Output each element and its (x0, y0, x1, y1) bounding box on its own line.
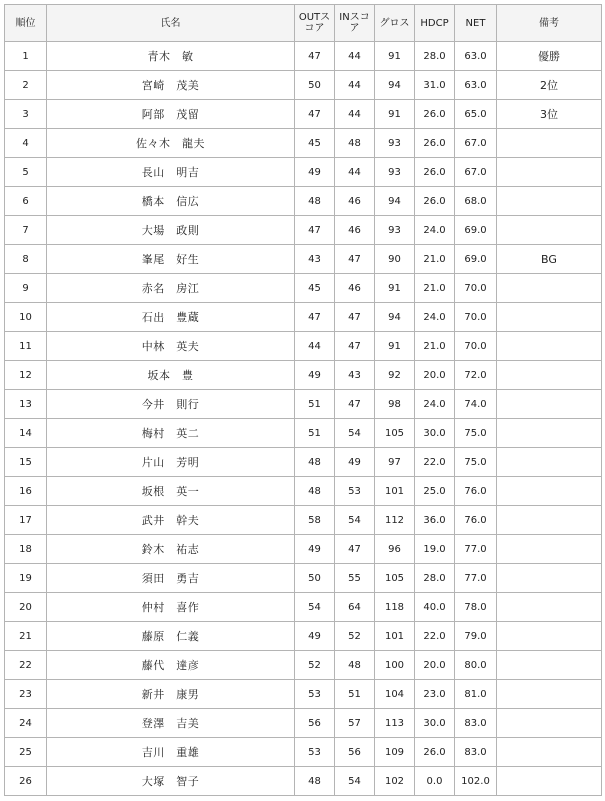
table-row (5, 71, 602, 100)
note-cell (497, 709, 602, 738)
rank-cell: 17 (5, 506, 47, 535)
gross-cell: 104 (375, 680, 415, 709)
note-cell (497, 535, 602, 564)
in-score-cell: 52 (335, 622, 375, 651)
out-score-cell: 56 (295, 709, 335, 738)
name-cell: 武井 幹夫 (47, 506, 295, 535)
in-score-cell: 55 (335, 564, 375, 593)
hdcp-cell: 21.0 (415, 245, 455, 274)
note-cell (497, 303, 602, 332)
note-cell (497, 361, 602, 390)
net-cell: 65.0 (455, 100, 497, 129)
gross-cell: 91 (375, 100, 415, 129)
gross-cell: 92 (375, 361, 415, 390)
table-row (5, 390, 602, 419)
out-score-cell: 45 (295, 274, 335, 303)
net-cell: 81.0 (455, 680, 497, 709)
net-cell: 67.0 (455, 129, 497, 158)
hdcp-cell: 26.0 (415, 158, 455, 187)
name-cell: 赤名 房江 (47, 274, 295, 303)
rank-cell: 24 (5, 709, 47, 738)
rank-cell: 11 (5, 332, 47, 361)
gross-cell: 90 (375, 245, 415, 274)
note-cell (497, 448, 602, 477)
out-score-cell: 54 (295, 593, 335, 622)
rank-cell: 13 (5, 390, 47, 419)
header-gross: グロス (375, 5, 415, 42)
out-score-cell: 50 (295, 71, 335, 100)
gross-cell: 98 (375, 390, 415, 419)
name-cell: 藤代 達彦 (47, 651, 295, 680)
gross-cell: 101 (375, 622, 415, 651)
note-cell (497, 332, 602, 361)
table-row (5, 245, 602, 274)
results-table (4, 4, 602, 796)
in-score-cell: 47 (335, 332, 375, 361)
table-row (5, 42, 602, 71)
note-cell (497, 158, 602, 187)
table-row (5, 593, 602, 622)
gross-cell: 100 (375, 651, 415, 680)
out-score-cell: 48 (295, 448, 335, 477)
in-score-cell: 47 (335, 303, 375, 332)
note-cell (497, 477, 602, 506)
name-cell: 大塚 智子 (47, 767, 295, 796)
in-score-cell: 46 (335, 274, 375, 303)
table-row (5, 448, 602, 477)
out-score-cell: 52 (295, 651, 335, 680)
name-cell: 阿部 茂留 (47, 100, 295, 129)
table-row (5, 216, 602, 245)
in-score-cell: 54 (335, 506, 375, 535)
table-row (5, 535, 602, 564)
net-cell: 80.0 (455, 651, 497, 680)
out-score-cell: 58 (295, 506, 335, 535)
table-row (5, 680, 602, 709)
out-score-cell: 49 (295, 622, 335, 651)
in-score-cell: 44 (335, 71, 375, 100)
header-in-score: INスコア (335, 5, 375, 42)
in-score-cell: 47 (335, 535, 375, 564)
in-score-cell: 43 (335, 361, 375, 390)
name-cell: 今井 則行 (47, 390, 295, 419)
name-cell: 仲村 喜作 (47, 593, 295, 622)
rank-cell: 8 (5, 245, 47, 274)
table-row (5, 129, 602, 158)
note-cell (497, 187, 602, 216)
in-score-cell: 57 (335, 709, 375, 738)
name-cell: 吉川 重雄 (47, 738, 295, 767)
table-row (5, 187, 602, 216)
header-row (5, 5, 602, 42)
hdcp-cell: 21.0 (415, 274, 455, 303)
out-score-cell: 50 (295, 564, 335, 593)
gross-cell: 112 (375, 506, 415, 535)
out-score-cell: 45 (295, 129, 335, 158)
note-cell: 3位 (497, 100, 602, 129)
out-score-cell: 49 (295, 535, 335, 564)
out-score-cell: 51 (295, 390, 335, 419)
gross-cell: 105 (375, 564, 415, 593)
rank-cell: 2 (5, 71, 47, 100)
hdcp-cell: 36.0 (415, 506, 455, 535)
header-rank: 順位 (5, 5, 47, 42)
rank-cell: 3 (5, 100, 47, 129)
in-score-cell: 51 (335, 680, 375, 709)
name-cell: 片山 芳明 (47, 448, 295, 477)
hdcp-cell: 30.0 (415, 419, 455, 448)
gross-cell: 96 (375, 535, 415, 564)
out-score-cell: 49 (295, 158, 335, 187)
hdcp-cell: 24.0 (415, 216, 455, 245)
net-cell: 70.0 (455, 274, 497, 303)
out-score-cell: 48 (295, 767, 335, 796)
hdcp-cell: 24.0 (415, 303, 455, 332)
name-cell: 須田 勇吉 (47, 564, 295, 593)
gross-cell: 91 (375, 42, 415, 71)
table-row (5, 622, 602, 651)
net-cell: 74.0 (455, 390, 497, 419)
note-cell (497, 767, 602, 796)
name-cell: 橋本 信広 (47, 187, 295, 216)
in-score-cell: 44 (335, 158, 375, 187)
note-cell (497, 506, 602, 535)
out-score-cell: 48 (295, 477, 335, 506)
rank-cell: 12 (5, 361, 47, 390)
gross-cell: 93 (375, 129, 415, 158)
rank-cell: 19 (5, 564, 47, 593)
net-cell: 102.0 (455, 767, 497, 796)
rank-cell: 23 (5, 680, 47, 709)
in-score-cell: 48 (335, 651, 375, 680)
table-row (5, 709, 602, 738)
rank-cell: 15 (5, 448, 47, 477)
in-score-cell: 46 (335, 216, 375, 245)
note-cell: 2位 (497, 71, 602, 100)
net-cell: 83.0 (455, 709, 497, 738)
net-cell: 78.0 (455, 593, 497, 622)
net-cell: 75.0 (455, 448, 497, 477)
out-score-cell: 53 (295, 738, 335, 767)
rank-cell: 7 (5, 216, 47, 245)
rank-cell: 5 (5, 158, 47, 187)
in-score-cell: 44 (335, 100, 375, 129)
rank-cell: 20 (5, 593, 47, 622)
note-cell (497, 593, 602, 622)
name-cell: 坂根 英一 (47, 477, 295, 506)
name-cell: 青木 敏 (47, 42, 295, 71)
hdcp-cell: 26.0 (415, 738, 455, 767)
hdcp-cell: 40.0 (415, 593, 455, 622)
note-cell: 優勝 (497, 42, 602, 71)
net-cell: 75.0 (455, 419, 497, 448)
net-cell: 70.0 (455, 303, 497, 332)
net-cell: 72.0 (455, 361, 497, 390)
header-name: 氏名 (47, 5, 295, 42)
net-cell: 76.0 (455, 477, 497, 506)
in-score-cell: 56 (335, 738, 375, 767)
out-score-cell: 47 (295, 42, 335, 71)
table-row (5, 332, 602, 361)
net-cell: 70.0 (455, 332, 497, 361)
net-cell: 69.0 (455, 245, 497, 274)
in-score-cell: 54 (335, 419, 375, 448)
hdcp-cell: 26.0 (415, 129, 455, 158)
hdcp-cell: 26.0 (415, 187, 455, 216)
out-score-cell: 51 (295, 419, 335, 448)
out-score-cell: 47 (295, 216, 335, 245)
hdcp-cell: 21.0 (415, 332, 455, 361)
table-row (5, 506, 602, 535)
in-score-cell: 44 (335, 42, 375, 71)
rank-cell: 9 (5, 274, 47, 303)
rank-cell: 4 (5, 129, 47, 158)
hdcp-cell: 25.0 (415, 477, 455, 506)
name-cell: 大場 政則 (47, 216, 295, 245)
note-cell (497, 419, 602, 448)
note-cell (497, 129, 602, 158)
rank-cell: 6 (5, 187, 47, 216)
table-row (5, 477, 602, 506)
out-score-cell: 44 (295, 332, 335, 361)
rank-cell: 21 (5, 622, 47, 651)
name-cell: 藤原 仁義 (47, 622, 295, 651)
in-score-cell: 53 (335, 477, 375, 506)
gross-cell: 93 (375, 158, 415, 187)
name-cell: 坂本 豊 (47, 361, 295, 390)
net-cell: 67.0 (455, 158, 497, 187)
in-score-cell: 47 (335, 390, 375, 419)
hdcp-cell: 20.0 (415, 361, 455, 390)
note-cell: BG (497, 245, 602, 274)
rank-cell: 25 (5, 738, 47, 767)
header-hdcp: HDCP (415, 5, 455, 42)
out-score-cell: 49 (295, 361, 335, 390)
note-cell (497, 216, 602, 245)
header-note: 備考 (497, 5, 602, 42)
net-cell: 79.0 (455, 622, 497, 651)
gross-cell: 94 (375, 71, 415, 100)
in-score-cell: 54 (335, 767, 375, 796)
hdcp-cell: 19.0 (415, 535, 455, 564)
gross-cell: 101 (375, 477, 415, 506)
hdcp-cell: 22.0 (415, 622, 455, 651)
gross-cell: 97 (375, 448, 415, 477)
net-cell: 68.0 (455, 187, 497, 216)
table-row (5, 303, 602, 332)
note-cell (497, 390, 602, 419)
gross-cell: 91 (375, 332, 415, 361)
header-out-score: OUTスコア (295, 5, 335, 42)
gross-cell: 113 (375, 709, 415, 738)
name-cell: 宮崎 茂美 (47, 71, 295, 100)
gross-cell: 94 (375, 303, 415, 332)
name-cell: 中林 英夫 (47, 332, 295, 361)
hdcp-cell: 20.0 (415, 651, 455, 680)
hdcp-cell: 26.0 (415, 100, 455, 129)
out-score-cell: 43 (295, 245, 335, 274)
table-row (5, 419, 602, 448)
in-score-cell: 46 (335, 187, 375, 216)
gross-cell: 91 (375, 274, 415, 303)
gross-cell: 118 (375, 593, 415, 622)
table-row (5, 564, 602, 593)
name-cell: 長山 明吉 (47, 158, 295, 187)
hdcp-cell: 28.0 (415, 564, 455, 593)
note-cell (497, 680, 602, 709)
rank-cell: 1 (5, 42, 47, 71)
table-row (5, 738, 602, 767)
gross-cell: 109 (375, 738, 415, 767)
note-cell (497, 651, 602, 680)
name-cell: 梅村 英二 (47, 419, 295, 448)
name-cell: 登澤 吉美 (47, 709, 295, 738)
table-row (5, 274, 602, 303)
hdcp-cell: 0.0 (415, 767, 455, 796)
net-cell: 63.0 (455, 42, 497, 71)
hdcp-cell: 24.0 (415, 390, 455, 419)
hdcp-cell: 23.0 (415, 680, 455, 709)
header-net: NET (455, 5, 497, 42)
table-row (5, 100, 602, 129)
gross-cell: 93 (375, 216, 415, 245)
net-cell: 63.0 (455, 71, 497, 100)
name-cell: 峯尾 好生 (47, 245, 295, 274)
gross-cell: 105 (375, 419, 415, 448)
out-score-cell: 53 (295, 680, 335, 709)
note-cell (497, 274, 602, 303)
name-cell: 鈴木 祐志 (47, 535, 295, 564)
hdcp-cell: 31.0 (415, 71, 455, 100)
name-cell: 新井 康男 (47, 680, 295, 709)
table-row (5, 158, 602, 187)
gross-cell: 94 (375, 187, 415, 216)
rank-cell: 10 (5, 303, 47, 332)
in-score-cell: 49 (335, 448, 375, 477)
table-row (5, 651, 602, 680)
net-cell: 83.0 (455, 738, 497, 767)
rank-cell: 26 (5, 767, 47, 796)
in-score-cell: 64 (335, 593, 375, 622)
hdcp-cell: 28.0 (415, 42, 455, 71)
out-score-cell: 47 (295, 303, 335, 332)
note-cell (497, 622, 602, 651)
rank-cell: 16 (5, 477, 47, 506)
net-cell: 77.0 (455, 564, 497, 593)
in-score-cell: 48 (335, 129, 375, 158)
rank-cell: 22 (5, 651, 47, 680)
gross-cell: 102 (375, 767, 415, 796)
in-score-cell: 47 (335, 245, 375, 274)
name-cell: 佐々木 龍夫 (47, 129, 295, 158)
table-row (5, 361, 602, 390)
out-score-cell: 47 (295, 100, 335, 129)
net-cell: 69.0 (455, 216, 497, 245)
net-cell: 77.0 (455, 535, 497, 564)
rank-cell: 18 (5, 535, 47, 564)
rank-cell: 14 (5, 419, 47, 448)
table-row (5, 767, 602, 796)
out-score-cell: 48 (295, 187, 335, 216)
net-cell: 76.0 (455, 506, 497, 535)
name-cell: 石出 豊蔵 (47, 303, 295, 332)
hdcp-cell: 22.0 (415, 448, 455, 477)
note-cell (497, 564, 602, 593)
hdcp-cell: 30.0 (415, 709, 455, 738)
note-cell (497, 738, 602, 767)
